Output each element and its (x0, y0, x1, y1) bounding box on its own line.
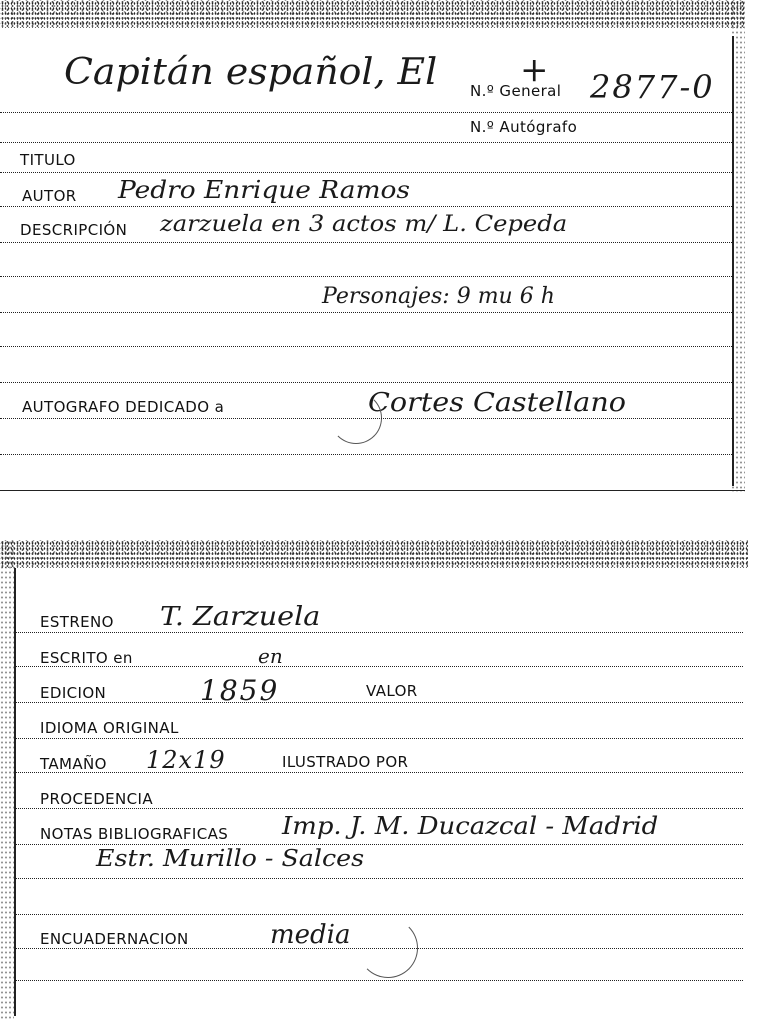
dotted-rule (15, 844, 743, 845)
titulo-label: TITULO (20, 151, 76, 169)
notas-label: NOTAS BIBLIOGRAFICAS (40, 825, 229, 843)
notas-value-line1: Imp. J. M. Ducazcal - Madrid (282, 812, 659, 840)
edicion-label: EDICION (40, 684, 107, 702)
autor-value: Pedro Enrique Ramos (118, 176, 410, 204)
handwritten-title: Capitán español, El (64, 52, 438, 93)
personajes-value: Personajes: 9 mu 6 h (322, 284, 555, 309)
encuadernacion-label: ENCUADERNACION (40, 930, 189, 948)
tamano-label: TAMAÑO (40, 755, 107, 773)
dotted-rule (15, 738, 743, 739)
card-right-border (732, 36, 734, 486)
procedencia-label: PROCEDENCIA (40, 790, 154, 808)
dotted-rule (15, 632, 743, 633)
dotted-rule (15, 772, 743, 773)
ilustrado-label: ILUSTRADO POR (282, 753, 409, 771)
numero-general-value: 2877-0 (590, 68, 715, 106)
card-top-edge-texture (0, 540, 748, 568)
edicion-value: 1859 (200, 674, 280, 707)
dotted-rule (15, 914, 743, 915)
encuadernacion-value: media (270, 920, 351, 950)
card-top-edge-texture (0, 0, 745, 28)
card-left-edge-texture (0, 540, 14, 1020)
autografo-dedicado-label: AUTOGRAFO DEDICADO a (22, 398, 225, 416)
autor-label: AUTOR (22, 187, 77, 205)
dotted-rule (0, 346, 732, 347)
dotted-rule (15, 878, 743, 879)
dotted-rule (0, 382, 732, 383)
dotted-rule (15, 948, 743, 949)
dotted-rule (0, 418, 732, 419)
card-bottom-border (0, 490, 745, 491)
dotted-rule (15, 666, 743, 667)
dotted-rule (0, 454, 732, 455)
dotted-rule (0, 206, 732, 207)
tamano-value: 12x19 (146, 746, 226, 774)
descripcion-value: zarzuela en 3 actos m/ L. Cepeda (160, 212, 568, 237)
idioma-label: IDIOMA ORIGINAL (40, 719, 179, 737)
catalog-card-front (0, 0, 745, 492)
dotted-rule (15, 702, 743, 703)
dotted-rule (0, 112, 732, 113)
descripcion-label: DESCRIPCIÓN (20, 221, 128, 239)
dotted-rule (0, 142, 732, 143)
dotted-rule (0, 242, 732, 243)
dotted-rule (0, 276, 732, 277)
estreno-label: ESTRENO (40, 613, 114, 631)
dotted-rule (15, 808, 743, 809)
notas-value-line2: Estr. Murillo - Salces (96, 846, 365, 872)
dotted-rule (0, 312, 732, 313)
numero-autografo-label: N.º Autógrafo (470, 118, 578, 136)
numero-general-label: N.º General (470, 82, 562, 100)
cross-mark: + (520, 50, 549, 90)
escrito-label: ESCRITO en (40, 649, 133, 667)
dotted-rule (15, 980, 743, 981)
dotted-rule (0, 172, 732, 173)
escrito-value: en (258, 644, 283, 668)
valor-label: VALOR (366, 682, 418, 700)
estreno-value: T. Zarzuela (160, 602, 321, 632)
catalog-card-back (0, 540, 748, 1020)
autografo-dedicado-value: Cortes Castellano (368, 388, 626, 418)
